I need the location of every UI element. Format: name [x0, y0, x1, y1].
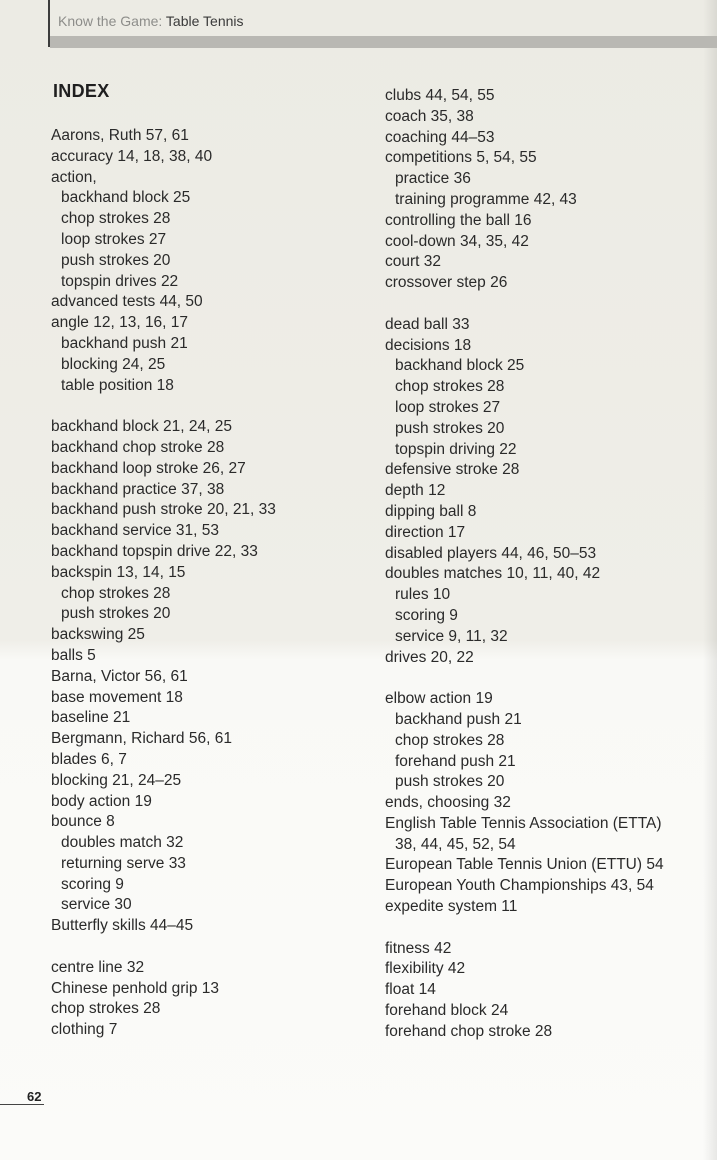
- index-entry: body action 19: [51, 792, 152, 810]
- index-subentry: push strokes 20: [61, 605, 171, 623]
- index-entry: cool-down 34, 35, 42: [385, 232, 529, 250]
- index-group-spacer: [385, 668, 664, 689]
- running-head-text: [58, 13, 244, 29]
- index-entry: backhand block 21, 24, 25: [51, 418, 232, 436]
- index-subentry: practice 36: [395, 170, 471, 188]
- index-subentry: push strokes 20: [61, 251, 171, 269]
- index-entry: crossover step 26: [385, 274, 508, 292]
- index-subentry: service 9, 11, 32: [395, 627, 508, 645]
- index-subentry: doubles match 32: [61, 834, 184, 852]
- index-entry: flexibility 42: [385, 960, 466, 978]
- index-entry: angle 12, 13, 16, 17: [51, 314, 189, 332]
- index-entry: backhand topspin drive 22, 33: [51, 542, 258, 560]
- index-entry: European Table Tennis Union (ETTU) 54: [385, 856, 664, 874]
- index-subentry: push strokes 20: [395, 419, 505, 437]
- index-entry: fitness 42: [385, 939, 452, 957]
- index-entry: accuracy 14, 18, 38, 40: [51, 147, 213, 165]
- folio-rule: [0, 1104, 44, 1105]
- index-group-spacer: [385, 918, 664, 939]
- index-entry: backswing 25: [51, 626, 145, 644]
- index-entry: defensive stroke 28: [385, 461, 520, 479]
- index-subentry: backhand block 25: [395, 357, 525, 375]
- index-entry: elbow action 19: [385, 690, 493, 708]
- index-subentry: loop strokes 27: [395, 398, 501, 416]
- index-entry: baseline 21: [51, 709, 131, 727]
- index-entry: backhand service 31, 53: [51, 522, 220, 540]
- page-number: 62: [27, 1089, 42, 1104]
- index-subentry: rules 10: [395, 586, 451, 604]
- index-subentry: topspin driving 22: [395, 440, 517, 458]
- index-entry: court 32: [385, 253, 442, 271]
- index-entry: advanced tests 44, 50: [51, 293, 203, 311]
- index-subentry: service 30: [61, 896, 132, 914]
- index-entry: competitions 5, 54, 55: [385, 149, 537, 167]
- index-subentry: blocking 24, 25: [61, 355, 166, 373]
- index-entry: action,: [51, 168, 97, 186]
- index-entry: base movement 18: [51, 688, 183, 706]
- index-entry: Butterfly skills 44–45: [51, 917, 194, 935]
- index-entry: blocking 21, 24–25: [51, 771, 182, 789]
- index-group-spacer: [51, 396, 276, 417]
- index-entry: backhand chop stroke 28: [51, 438, 225, 456]
- index-column-left: [51, 126, 276, 1041]
- index-group-spacer: [385, 294, 664, 315]
- index-entry: expedite system 11: [385, 898, 518, 916]
- index-group-spacer: [51, 937, 276, 958]
- index-column-right: [385, 86, 664, 1043]
- index-entry: depth 12: [385, 482, 446, 500]
- index-entry: direction 17: [385, 523, 466, 541]
- index-entry: balls 5: [51, 646, 96, 664]
- index-entry: drives 20, 22: [385, 648, 474, 666]
- index-entry: centre line 32: [51, 958, 145, 976]
- index-entry: Aarons, Ruth 57, 61: [51, 127, 189, 144]
- index-entry: controlling the ball 16: [385, 211, 532, 229]
- index-subentry: chop strokes 28: [395, 731, 505, 749]
- index-subentry: chop strokes 28: [61, 210, 171, 228]
- index-subentry: returning serve 33: [61, 854, 186, 872]
- index-entry: coach 35, 38: [385, 107, 474, 125]
- index-subentry: push strokes 20: [395, 773, 505, 791]
- index-entry: disabled players 44, 46, 50–53: [385, 544, 597, 562]
- index-heading: INDEX: [53, 81, 110, 101]
- index-entry: chop strokes 28: [51, 1000, 161, 1018]
- index-entry: doubles matches 10, 11, 40, 42: [385, 565, 601, 583]
- index-entry: decisions 18: [385, 336, 472, 354]
- index-subentry: table position 18: [61, 376, 174, 394]
- index-subentry: backhand push 21: [61, 334, 188, 352]
- index-entry: backhand push stroke 20, 21, 33: [51, 501, 276, 519]
- index-entry: Barna, Victor 56, 61: [51, 667, 188, 685]
- running-head-band: [50, 36, 717, 48]
- index-entry: European Youth Championships 43, 54: [385, 877, 654, 895]
- index-entry: dipping ball 8: [385, 502, 477, 520]
- index-subentry: backhand block 25: [61, 189, 191, 207]
- index-entry: backhand practice 37, 38: [51, 480, 225, 498]
- index-entry: forehand chop stroke 28: [385, 1022, 553, 1040]
- index-entry: clothing 7: [51, 1021, 118, 1039]
- index-entry: forehand block 24: [385, 1002, 509, 1020]
- index-subentry: forehand push 21: [395, 752, 516, 770]
- index-entry: dead ball 33: [385, 315, 470, 333]
- index-subentry: chop strokes 28: [395, 378, 505, 396]
- index-entry-continuation: 38, 44, 45, 52, 54: [395, 835, 516, 853]
- index-entry: float 14: [385, 981, 436, 999]
- index-entry: bounce 8: [51, 813, 115, 831]
- index-entry: Chinese penhold grip 13: [51, 979, 220, 997]
- index-entry: ends, choosing 32: [385, 794, 511, 812]
- page-edge-shadow: [703, 0, 717, 1160]
- index-entry: Bergmann, Richard 56, 61: [51, 730, 232, 748]
- index-subentry: topspin drives 22: [61, 272, 179, 290]
- index-entry: backspin 13, 14, 15: [51, 563, 186, 581]
- index-subentry: backhand push 21: [395, 710, 522, 728]
- series-label: Know the Game:: [58, 13, 163, 29]
- index-subentry: training programme 42, 43: [395, 190, 577, 208]
- index-entry: English Table Tennis Association (ETTA): [385, 814, 662, 832]
- running-head: [48, 0, 717, 47]
- index-subentry: scoring 9: [61, 875, 124, 893]
- index-entry: coaching 44–53: [385, 128, 495, 146]
- book-title: Table Tennis: [165, 13, 244, 29]
- index-entry: blades 6, 7: [51, 750, 127, 768]
- index-entry: clubs 44, 54, 55: [385, 87, 495, 104]
- index-subentry: scoring 9: [395, 606, 458, 624]
- index-subentry: chop strokes 28: [61, 584, 171, 602]
- index-entry: backhand loop stroke 26, 27: [51, 459, 246, 477]
- index-subentry: loop strokes 27: [61, 230, 167, 248]
